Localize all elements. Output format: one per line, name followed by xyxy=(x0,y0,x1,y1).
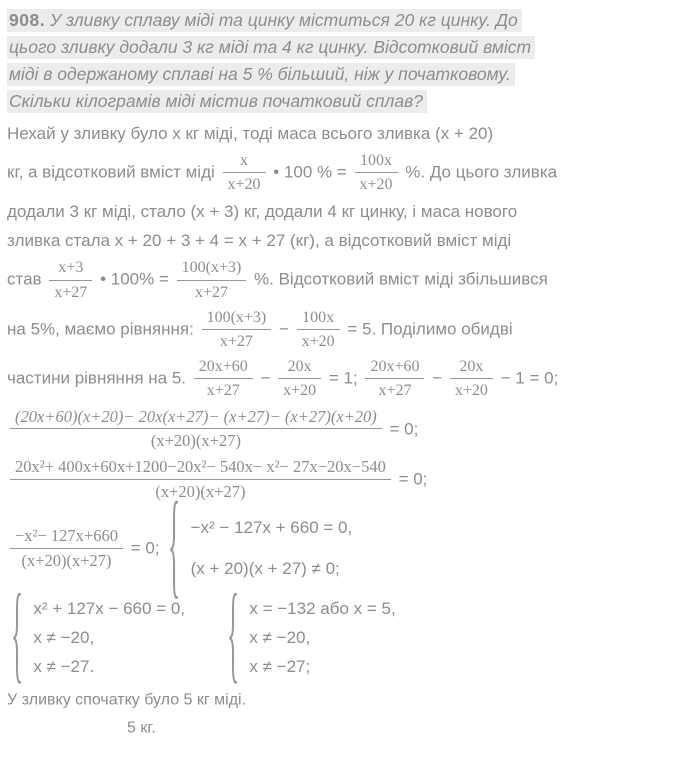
fraction xyxy=(49,257,92,301)
math-text: = 0; xyxy=(126,538,165,558)
math-text: − xyxy=(274,319,294,339)
system-row: (x + 20)(x + 27) ≠ 0; xyxy=(190,558,340,578)
solution-line xyxy=(7,197,691,225)
solution-line xyxy=(7,576,691,695)
fraction xyxy=(355,150,398,194)
fraction-denominator: x+20 xyxy=(301,332,335,350)
fraction-numerator: −x²− 127x+660 xyxy=(10,525,123,549)
problem-line-highlight xyxy=(7,63,515,86)
equation-system xyxy=(166,481,353,611)
fraction xyxy=(177,257,247,301)
fraction-numerator: 20x²+ 400x+60x+1200−20x²− 540x− x²− 27x−20x−540 xyxy=(10,456,391,480)
system-row: x ≠ −20, xyxy=(33,627,95,647)
math-text: Нехай у зливку було x кг міді, тоді маса всього зливка (x + 20) xyxy=(7,124,494,144)
fraction xyxy=(297,307,340,351)
problem-line-highlight xyxy=(7,9,522,32)
fraction-denominator: (x+20)(x+27) xyxy=(150,431,241,451)
math-text: додали 3 кг міді, стало (x + 3) кг, додали 4 кг цинку, і маса нового xyxy=(7,202,518,222)
solution-body xyxy=(7,119,691,695)
fraction-denominator: (x+20)(x+27) xyxy=(21,550,112,570)
conclusion-text: У зливку спочатку було 5 кг міді. xyxy=(7,691,247,708)
fraction xyxy=(10,525,123,571)
fraction-denominator: x+20 xyxy=(454,382,488,400)
math-text: − xyxy=(427,368,447,388)
math-text: − 1 = 0; xyxy=(495,368,559,388)
fraction-denominator: x+20 xyxy=(227,176,261,194)
solution-line xyxy=(7,255,691,303)
fraction-denominator: x+27 xyxy=(206,382,240,400)
math-text: на 5%, маємо рівняння: xyxy=(7,319,199,339)
equation-system xyxy=(9,576,186,695)
fraction-denominator: x+27 xyxy=(54,283,88,301)
solution-line xyxy=(7,226,691,254)
fraction-denominator: x+20 xyxy=(283,382,317,400)
fraction xyxy=(223,150,266,194)
fraction-numerator: 20x+60 xyxy=(365,356,424,379)
problem-text: цього зливку додали 3 кг міді та 4 кг цинку. Відсотковий вміст xyxy=(9,37,532,57)
system-rows xyxy=(249,594,395,681)
problem-line-highlight xyxy=(7,90,427,113)
fraction-numerator: x xyxy=(223,150,266,173)
solution-line xyxy=(7,454,691,504)
curly-brace-icon: { xyxy=(11,576,24,695)
fraction xyxy=(365,356,424,400)
fraction-denominator: x+27 xyxy=(194,283,228,301)
fraction xyxy=(194,356,253,400)
math-text: частини рівняння на 5. xyxy=(7,368,191,388)
problem-text: Скільки кілограмів міді містив початковий сплав? xyxy=(9,91,423,111)
system-row: x ≠ −20, xyxy=(249,627,311,647)
solution-line xyxy=(7,148,691,196)
solution-line xyxy=(7,404,691,454)
solution-line xyxy=(7,119,691,147)
problem-number: 908. xyxy=(9,10,46,30)
system-rows xyxy=(33,594,185,681)
fraction-numerator: 100(x+3) xyxy=(177,257,247,280)
fraction-numerator: 100x xyxy=(355,150,398,173)
fraction xyxy=(202,307,272,351)
math-text: %. Відсотковий вміст міді збільшився xyxy=(249,270,548,290)
equation-system xyxy=(225,576,396,695)
fraction-denominator: x+20 xyxy=(359,176,393,194)
math-text: • 100% = xyxy=(95,270,174,290)
answer-line xyxy=(7,714,691,741)
curly-brace-icon: { xyxy=(168,481,181,611)
system-row: x² + 127x − 660 = 0, xyxy=(33,598,186,618)
problem-text: У зливку сплаву міді та цинку міститься 20 кг цинку. До xyxy=(49,10,518,30)
problem-statement xyxy=(7,7,691,115)
fraction xyxy=(450,356,493,400)
answer-text: 5 кг. xyxy=(127,719,156,737)
solution-line xyxy=(7,354,691,402)
math-text: = 1; xyxy=(324,368,363,388)
problem-line-highlight xyxy=(7,36,535,59)
problem-line xyxy=(7,7,691,34)
math-text: − xyxy=(255,368,276,388)
fraction-numerator: (20x+60)(x+20)− 20x(x+27)− (x+27)− (x+27)(x+20) xyxy=(10,406,382,430)
system-row: −x² − 127x + 660 = 0, xyxy=(190,517,353,537)
fraction xyxy=(278,356,321,400)
system-rows xyxy=(191,507,353,589)
problem-line xyxy=(7,61,691,88)
math-text: зливка стала x + 20 + 3 + 4 = x + 27 (кг), а відсотковий вміст міді xyxy=(7,231,512,251)
math-text: = 0; xyxy=(393,469,428,489)
fraction xyxy=(10,456,391,502)
problem-line xyxy=(7,88,691,115)
system-row: x ≠ −27. xyxy=(33,656,95,676)
problem-text: міді в одержаному сплаві на 5 % більший, ніж у початковому. xyxy=(9,64,511,84)
system-row: x = −132 або x = 5, xyxy=(249,598,396,618)
fraction-numerator: 100(x+3) xyxy=(202,307,272,330)
fraction-denominator: (x+20)(x+27) xyxy=(155,481,246,501)
fraction-numerator: 20x xyxy=(278,356,321,379)
fraction-numerator: 20x+60 xyxy=(194,356,253,379)
fraction xyxy=(10,406,382,452)
fraction-numerator: 100x xyxy=(297,307,340,330)
fraction-numerator: 20x xyxy=(450,356,493,379)
math-text: • 100 % = xyxy=(268,162,352,182)
math-text: %. До цього зливка xyxy=(400,162,558,182)
fraction-numerator: x+3 xyxy=(49,257,92,280)
solution-line xyxy=(7,305,691,353)
problem-line xyxy=(7,34,691,61)
conclusion-line xyxy=(7,686,691,713)
math-text: став xyxy=(7,270,47,290)
curly-brace-icon: { xyxy=(227,576,240,695)
math-text: кг, а відсотковий вміст міді xyxy=(7,162,220,182)
system-row: x ≠ −27; xyxy=(249,656,311,676)
math-text: = 0; xyxy=(384,418,419,438)
fraction-denominator: x+27 xyxy=(378,382,412,400)
math-text: = 5. Поділимо обидві xyxy=(342,319,513,339)
fraction-denominator: x+27 xyxy=(219,332,253,350)
